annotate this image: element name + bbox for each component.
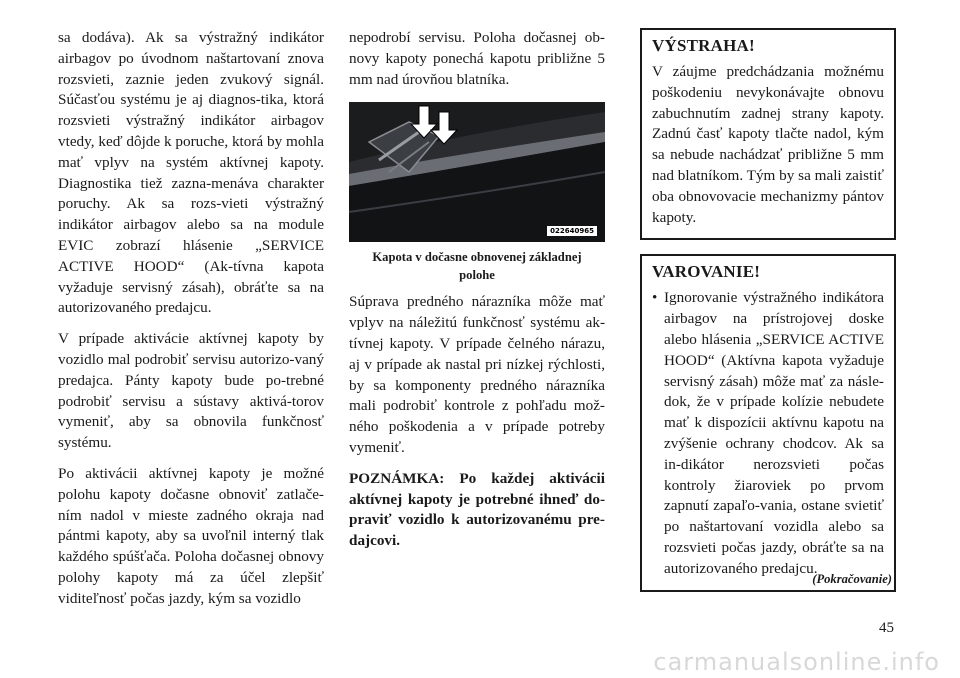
continued-label: (Pokračovanie)	[812, 572, 892, 586]
left-column	[58, 28, 324, 610]
note-paragraph: POZNÁMKA: Po každej aktivácii aktívnej kapoty je potrebné ihneď do-praviť vozidlo k autorizovanému pre-dajcovi.	[349, 469, 605, 550]
body-paragraph: Súprava predného nárazníka môže mať vplyv na náležitú funkčnosť systému ak-tívnej kapoty. V prípade čelného nárazu, aj v prípade ak nastal pri nízkej rýchlosti, by sa komponenty predného nárazníka mali podrobiť kontrole z pohľadu mož-ného poškodenia a v prípade potreby vymeniť.	[349, 293, 605, 456]
middle-column	[349, 28, 605, 552]
figure-code: 0226409​65	[547, 226, 597, 236]
right-column	[640, 28, 896, 592]
watermark: carmanualsonline.info	[653, 648, 940, 676]
warning-text: V záujme predchádzania možnému poškodeniu nevykonávajte obnovu zabuchnutím zadnej strany kapoty. Zadnú časť kapoty tlačte nadol, kým sa nebude nachádzať približne 5 mm nad blatníkom. Tým by sa mali zaistiť oba obnovovacie mechanizmy pántov kapoty.	[652, 63, 884, 226]
warning-title: VÝSTRAHA!	[652, 36, 755, 55]
hood-illustration	[349, 102, 605, 242]
figure-caption: Kapota v dočasne obnovenej základnej polohe	[372, 250, 582, 283]
bullet-marker: •	[652, 289, 658, 307]
caution-text: Ignorovanie výstražného indikátora airbagov na prístrojovej doske alebo hlásenia „SERVICE ACTIVE HOOD“ (Aktívna kapota vyžaduje servisný zásah) môže mať za násle-dok, že v prípade kolízie nebudete mať k dispozícii aktívnu kapotu na zvýšenie ochrany chodcov. Ak sa in-dikátor nerozsvieti počas kontroly žiaroviek po prvom zapnutí zapaľo-vania, ostane svietiť po naštartovaní vozidla alebo sa rozsvieti počas jazdy, obráťte sa na autorizovaného predajcu.	[664, 289, 884, 577]
body-paragraph: nepodrobí servisu. Poloha dočasnej ob-novy kapoty ponechá kapotu približne 5 mm nad úrovňou blatníka.	[349, 29, 605, 88]
body-paragraph: sa dodáva). Ak sa výstražný indikátor airbagov po úvodnom naštartovaní znova rozsvieti, zaznie jeden zvukový signál. Súčasťou systému je aj diagnos-tika, ktorá rozsvieti výstražný indikátor airbagov vtedy, keď dôjde k poruche, ktorá by mohla mať vplyv na systém aktívnej kapoty. Diagnostika tiež zazna-menáva charakter poruchy. Ak sa rozs-vieti výstražný indikátor airbagov alebo sa na module EVIC zobrazí hlásenie „SERVICE ACTIVE HOOD“ (Ak-tívna kapota vyžaduje servisný zásah), obráťte sa na autorizovaného predajcu.	[58, 29, 324, 317]
page-number: 45	[879, 620, 894, 636]
body-paragraph: V prípade aktivácie aktívnej kapoty by vozidlo mal podrobiť servisu autorizo-vaný predajca. Pánty kapoty bude po-trebné podrobiť servisu a sústavy aktivá-torov vymeniť, aby sa obnovila funkčnosť systému.	[58, 330, 324, 452]
caution-bullet-item	[652, 288, 884, 579]
warning-box	[640, 28, 896, 240]
caution-title: VAROVANIE!	[652, 262, 761, 282]
body-paragraph: Po aktivácii aktívnej kapoty je možné polohu kapoty dočasne obnoviť zatlače-ním nadol v mieste zadného okraja nad pántmi kapoty, aby sa uvoľnil interný tlak každého spúšťača. Poloha dočasnej obnovy polohy kapoty má za účel zlepšiť viditeľnosť počas jazdy, kým sa vozidlo	[58, 464, 324, 607]
hood-photo	[349, 102, 605, 242]
caution-box	[640, 254, 896, 591]
